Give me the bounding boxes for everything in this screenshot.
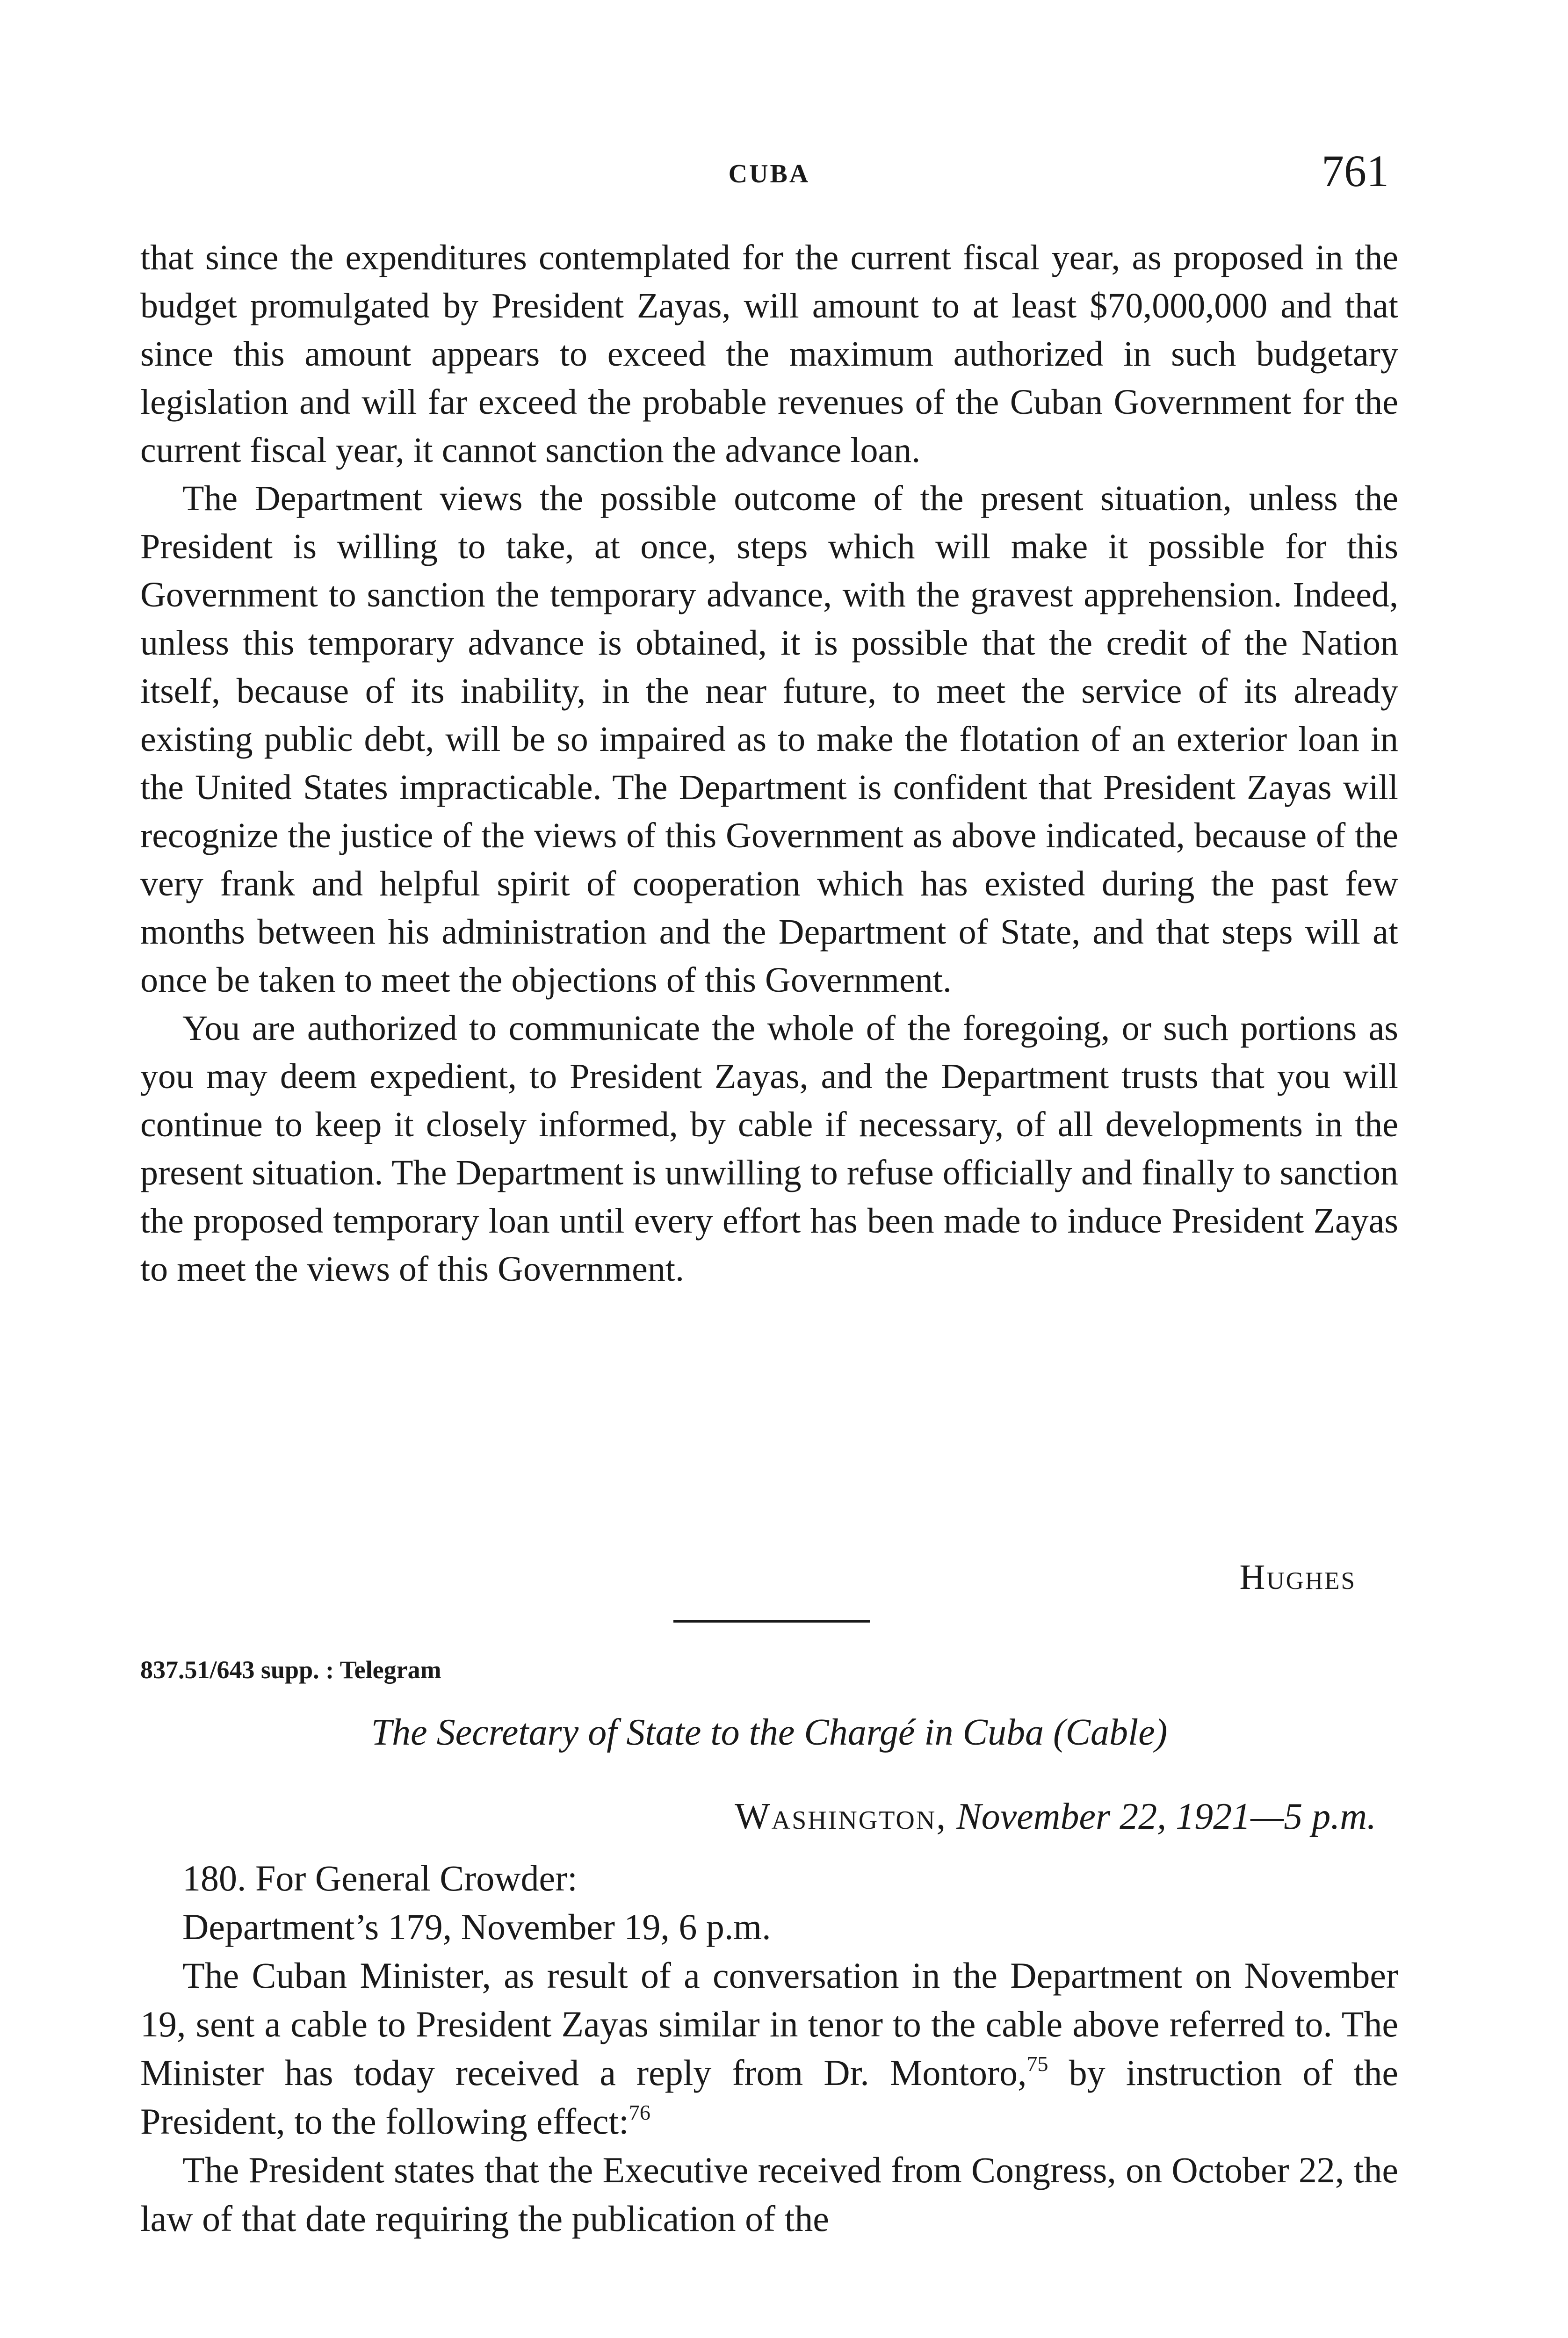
document-title: The Secretary of State to the Chargé in Cuba (Cable) [371, 1712, 1168, 1753]
paragraph-text: by instruction of the President, to the following effect: [140, 2052, 1398, 2142]
paragraph-text: The Cuban Minister, as result of a conversation in the Department on November 19, sent a cable to President Zayas similar in tenor to the cable above referred to. The Minister has today received a reply from Dr. Montoro, [140, 1955, 1398, 2093]
dateline [735, 1796, 1376, 1838]
running-head [150, 140, 1389, 206]
section-two-body [140, 1854, 1398, 2243]
dateline-date: November 22, 1921—5 p.m. [956, 1796, 1376, 1837]
section-one-body [140, 234, 1398, 1293]
section-divider [673, 1620, 870, 1623]
footnote-marker: 75 [1026, 2052, 1048, 2076]
signature: Hughes [1239, 1558, 1356, 1597]
page-number: 761 [1322, 146, 1389, 196]
file-reference: 837.51/643 supp. : Telegram [140, 1656, 441, 1684]
paragraph: You are authorized to communicate the whole of the foregoing, or such portions as you may deem expedient, to President Zayas, and the Department trusts that you will continue to keep it closely informed, by cable if necessary, of all developments in the present situation. The Department is unwilling to refuse officially and finally to sanction the proposed temporary loan until every effort has been made to induce President Zayas to meet the views of this Government. [140, 1009, 1398, 1289]
dateline-place: Washington, [735, 1796, 947, 1837]
paragraph: The Department views the possible outcome of the present situation, unless the President is willing to take, at once, steps which will make it possible for this Government to sanction the temporary advance, with the gravest apprehension. Indeed, unless this temporary advance is obtained, it is possible that the credit of the Nation itself, because of its inability, in the near future, to meet the service of its already existing public debt, will be so impaired as to make the flotation of an exterior loan in the United States impracticable. The Department is confident that President Zayas will recognize the justice of the views of this Government as above indicated, because of the very frank and helpful spirit of cooperation which has existed during the past few months between his administration and the Department of State, and that steps will at once be taken to meet the objections of this Government. [140, 479, 1398, 1000]
footnote-marker: 76 [629, 2100, 650, 2124]
paragraph: The President states that the Executive received from Congress, on October 22, the law of that date requiring the publication of the [140, 2150, 1398, 2239]
running-title: CUBA [728, 159, 810, 188]
telegram-number-line: 180. For General Crowder: [182, 1858, 578, 1898]
reference-line: Department’s 179, November 19, 6 p.m. [182, 1906, 771, 1947]
paragraph-continued: that since the expenditures contemplated for the current fiscal year, as proposed in the budget promulgated by President Zayas, will amount to at least $70,000,000 and that since this amount appears to exceed the maximum authorized in such budgetary legislation and will far exceed the probable revenues of the Cuban Government for the current fiscal year, it cannot sanction the advance loan. [140, 238, 1398, 470]
paragraph [140, 1951, 1398, 2146]
